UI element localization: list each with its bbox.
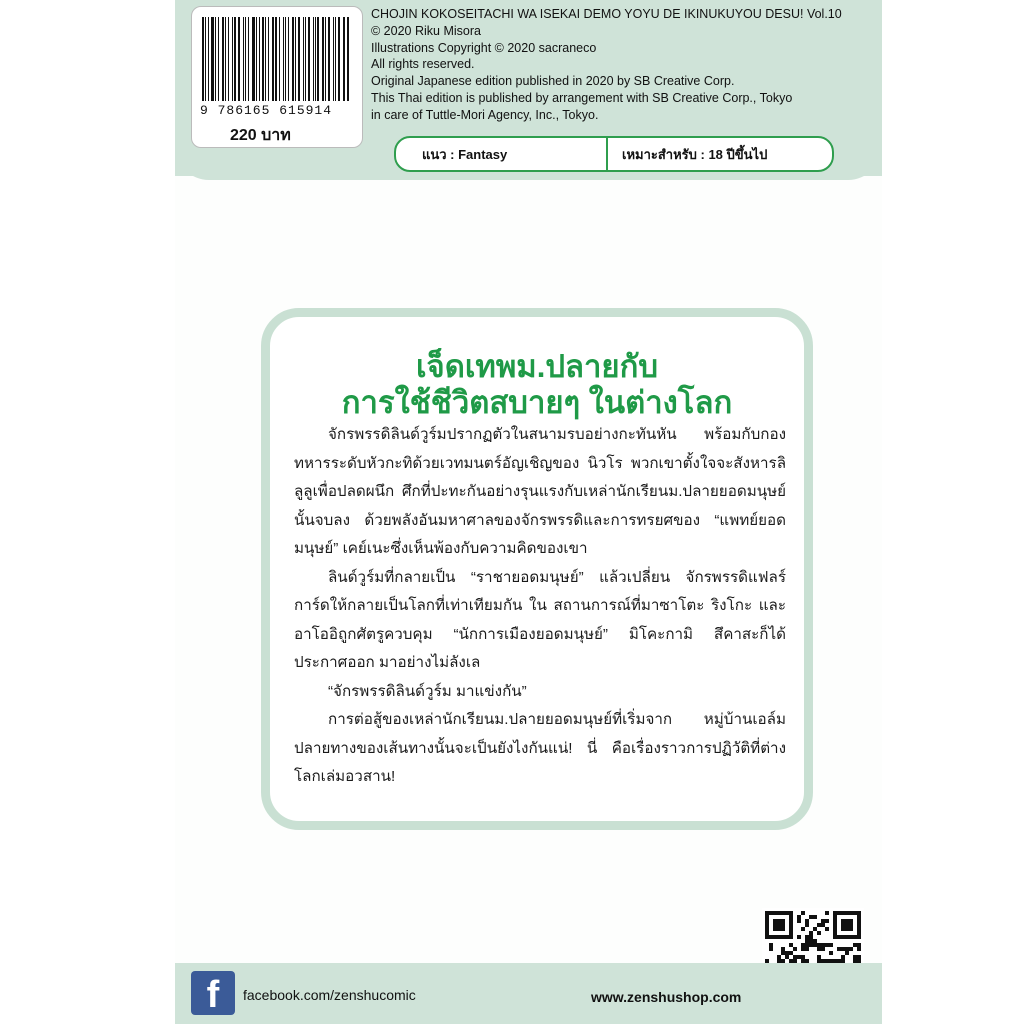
qr-module (773, 919, 785, 931)
isbn-digits: 9 786165 615914 (200, 103, 333, 118)
facebook-url: facebook.com/zenshucomic (243, 987, 416, 1003)
qr-module (857, 955, 861, 959)
qr-module (817, 955, 821, 959)
qr-module (809, 943, 813, 947)
credit-line: © 2020 Riku Misora (371, 23, 481, 38)
barcode-bar (335, 17, 336, 101)
book-back-cover (175, 0, 882, 1024)
barcode-bar (322, 17, 324, 101)
qr-module (797, 915, 801, 919)
qr-module (845, 951, 849, 955)
qr-module (837, 947, 841, 951)
qr-module (857, 943, 861, 947)
qr-module (781, 951, 785, 955)
age-rating-label: เหมาะสำหรับ : 18 ปีขึ้นไป (622, 146, 768, 162)
synopsis-paragraph: “จักรพรรดิลินด์วูร์ม มาแข่งกัน” (328, 682, 527, 700)
barcode-bar (344, 17, 345, 101)
qr-module (785, 955, 789, 959)
qr-module (809, 915, 813, 919)
classification-box (394, 136, 834, 172)
synopsis-body (294, 421, 786, 792)
qr-module (785, 951, 789, 955)
barcode-bar (215, 17, 216, 101)
qr-module (857, 947, 861, 951)
synopsis-title (270, 349, 804, 421)
barcode-bar (234, 17, 237, 101)
barcode-bar (252, 17, 255, 101)
header-panel (175, 0, 882, 180)
title-line: เจ็ดเทพม.ปลายกับ (415, 349, 659, 384)
qr-module (849, 947, 853, 951)
barcode-bar (243, 17, 244, 101)
barcode-bar (315, 17, 316, 101)
barcode-bar (208, 17, 209, 101)
qr-module (801, 911, 805, 915)
credit-line: This Thai edition is published by arrangement with SB Creative Corp., Tokyo (371, 90, 793, 105)
credit-line: in care of Tuttle-Mori Agency, Inc., Tokyo. (371, 107, 599, 122)
copyright-credits (371, 6, 876, 124)
barcode-bar (248, 17, 250, 101)
barcode-bar (283, 17, 284, 101)
qr-module (805, 919, 809, 923)
barcode-box (191, 6, 363, 148)
qr-module (797, 935, 801, 939)
qr-module (817, 947, 821, 951)
barcode-bar (347, 17, 349, 101)
synopsis-paragraph: ลินด์วูร์มที่กลายเป็น “ราชายอดมนุษย์” แล้วเปลี่ยน จักรพรรดิแฟลร์การ์ดให้กลายเป็นโลกที่เท่าเทียมกัน ใน สถานการณ์ที่มาซาโตะ ริงโกะ และอาโออิถูกศัตรูควบคุม “นักการเมืองยอดมนุษย์” มิโคะกามิ สึคาสะก็ได้ประกาศออก มาอย่างไม่ลังเล (294, 568, 786, 671)
barcode-bar (305, 17, 306, 101)
qr-module (841, 955, 845, 959)
barcode-bar (262, 17, 264, 101)
barcode-bar (259, 17, 260, 101)
credit-line: CHOJIN KOKOSEITACHI WA ISEKAI DEMO YOYU DE IKINUKUYOU DESU! Vol.10 (371, 7, 842, 21)
qr-module (769, 943, 773, 947)
credit-line: All rights reserved. (371, 57, 475, 72)
barcode-bar (325, 17, 326, 101)
qr-module (797, 919, 801, 923)
qr-module (801, 943, 805, 947)
qr-module (805, 923, 809, 927)
qr-module (777, 955, 781, 959)
qr-module (805, 947, 809, 951)
barcode-bar (238, 17, 240, 101)
qr-module (841, 947, 845, 951)
qr-module (825, 927, 829, 931)
barcode-bar (288, 17, 290, 101)
barcode-bar (272, 17, 274, 101)
synopsis-paragraph: จักรพรรดิลินด์วูร์มปรากฏตัวในสนามรบอย่างกะทันหัน พร้อมกับกองทหารระดับหัวกะทิด้วยเวทมนตร์อัญเชิญของ นิวโร พวกเขาตั้งใจจะสังหารลิลูลูเพื่อปลดผนึก ศึกที่ปะทะกันอย่างรุนแรงกับเหล่านักเรียนม.ปลายยอดมนุษย์นั้นจบลง ด้วยพลังอันมหาศาลของจักรพรรดิและการทรยศของ “แพทย์ยอดมนุษย์” เคย์เนะซึ่งเห็นพ้องกับความคิดของเขา (294, 426, 786, 557)
qr-module (801, 955, 805, 959)
barcode-bar (295, 17, 296, 101)
qr-module (841, 919, 853, 931)
facebook-icon: f (191, 971, 235, 1015)
qr-module (853, 955, 857, 959)
barcode-bar (218, 17, 220, 101)
barcode-bar (328, 17, 331, 101)
qr-module (813, 915, 817, 919)
qr-module (781, 947, 785, 951)
barcode-bar (333, 17, 334, 101)
qr-module (825, 943, 829, 947)
credit-line: Illustrations Copyright © 2020 sacraneco (371, 40, 597, 55)
barcode-bar (317, 17, 319, 101)
qr-module (825, 911, 829, 915)
qr-module (801, 927, 805, 931)
qr-module (809, 931, 813, 935)
barcode-bar (338, 17, 340, 101)
barcode-bar (292, 17, 294, 101)
synopsis-paragraph: การต่อสู้ของเหล่านักเรียนม.ปลายยอดมนุษย์ที่เริ่มจาก หมู่บ้านเอล์ม ปลายทางของเส้นทางนั้นจะเป็นยังไงกันแน่! นี่ คือเรื่องราวการปฏิวัติที่ต่างโลกเล่มอวสาน! (294, 711, 786, 785)
qr-module (805, 935, 809, 939)
barcode-bar (265, 17, 266, 101)
qr-module (793, 955, 797, 959)
barcode-bar (211, 17, 214, 101)
qr-module (817, 943, 821, 947)
barcode-bar (313, 17, 314, 101)
barcode-bar (303, 17, 304, 101)
qr-module (821, 943, 825, 947)
qr-module (853, 943, 857, 947)
qr-module (813, 943, 817, 947)
qr-module (821, 923, 825, 927)
qr-module (817, 923, 821, 927)
barcode-bar (225, 17, 226, 101)
barcode-bar (232, 17, 233, 101)
barcode-bar (222, 17, 224, 101)
barcode (202, 17, 352, 101)
qr-module (821, 947, 825, 951)
synopsis-panel (261, 308, 813, 830)
genre-label: แนว : Fantasy (396, 138, 608, 170)
qr-module (829, 951, 833, 955)
barcode-bar (275, 17, 278, 101)
barcode-bar (298, 17, 301, 101)
qr-module (813, 939, 817, 943)
qr-module (789, 951, 793, 955)
qr-module (789, 943, 793, 947)
barcode-bar (202, 17, 204, 101)
qr-module (769, 947, 773, 951)
qr-module (845, 947, 849, 951)
barcode-bar (205, 17, 206, 101)
qr-module (805, 939, 809, 943)
barcode-bar (256, 17, 257, 101)
barcode-bar (228, 17, 229, 101)
shop-url: www.zenshushop.com (591, 989, 742, 1005)
barcode-bar (279, 17, 280, 101)
qr-module (821, 919, 825, 923)
qr-module (825, 919, 829, 923)
qr-module (793, 947, 797, 951)
qr-module (813, 927, 817, 931)
barcode-bar (285, 17, 286, 101)
qr-module (801, 947, 805, 951)
qr-module (805, 943, 809, 947)
price-label: 220 บาท (230, 127, 291, 144)
qr-module (817, 931, 821, 935)
barcode-bar (245, 17, 246, 101)
qr-module (829, 943, 833, 947)
qr-module (809, 935, 813, 939)
credit-line: Original Japanese edition published in 2020 by SB Creative Corp. (371, 74, 735, 89)
qr-module (797, 955, 801, 959)
qr-module (809, 939, 813, 943)
barcode-bar (308, 17, 310, 101)
barcode-bar (343, 17, 344, 101)
barcode-bar (268, 17, 269, 101)
title-line: การใช้ชีวิตสบายๆ ในต่างโลก (341, 385, 733, 420)
